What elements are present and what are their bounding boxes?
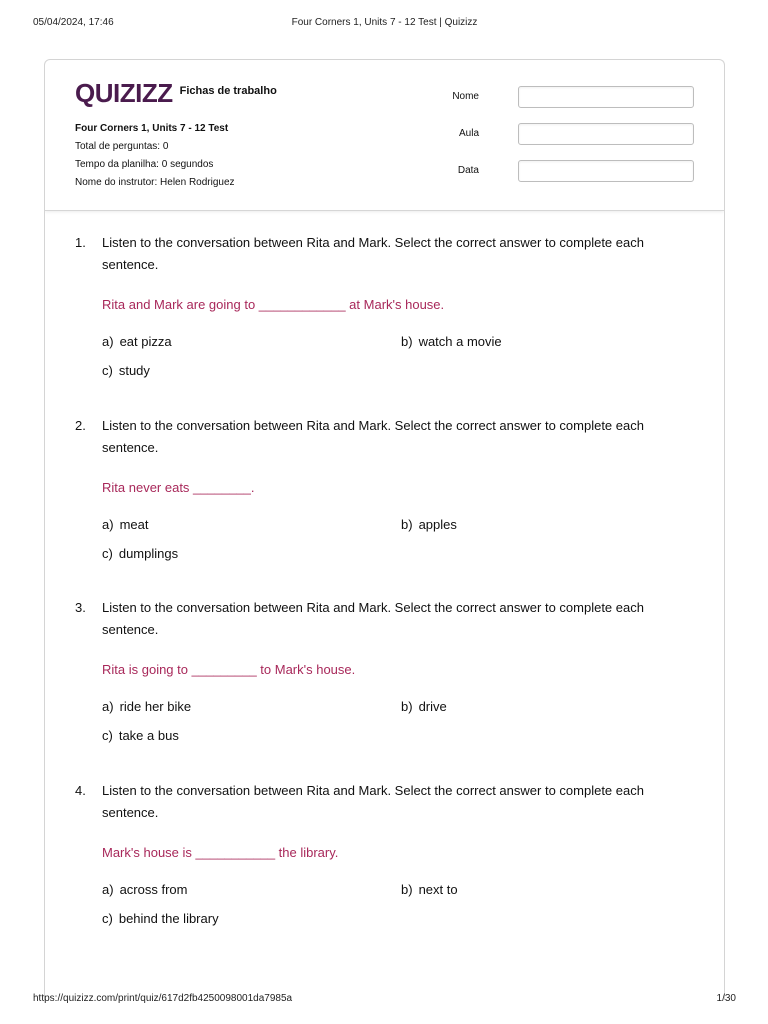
option-a[interactable]: a) meat — [102, 516, 149, 532]
question-prompt: Rita never eats ________. — [102, 479, 255, 495]
question-4 — [75, 780, 694, 963]
option-c[interactable]: c) study — [102, 363, 150, 378]
date-input[interactable] — [518, 160, 694, 182]
question-number: 1. — [75, 235, 86, 250]
print-datetime: 05/04/2024, 17:46 — [33, 17, 114, 28]
name-input[interactable] — [518, 86, 694, 108]
question-text: Listen to the conversation between Rita and Mark. Select the correct answer to complete each sentence. — [102, 235, 644, 272]
question-prompt: Mark's house is ___________ the library. — [102, 844, 339, 860]
question-3 — [75, 597, 694, 780]
brand — [75, 80, 277, 106]
option-b[interactable]: b) apples — [401, 516, 457, 532]
question-prompt: Rita is going to _________ to Mark's house. — [102, 662, 356, 677]
date-label: Data — [457, 165, 479, 176]
class-field-row — [458, 123, 694, 146]
option-a[interactable]: a) across from — [102, 881, 188, 897]
worksheet-header — [45, 60, 724, 211]
option-c[interactable]: c) behind the library — [102, 910, 219, 926]
print-url: https://quizizz.com/print/quiz/617d2fb4250098001da7985a — [33, 993, 293, 1004]
option-b[interactable]: b) watch a movie — [401, 334, 502, 349]
class-label: Aula — [458, 128, 479, 139]
question-text: Listen to the conversation between Rita and Mark. Select the correct answer to complete each sentence. — [102, 782, 644, 820]
total-questions: Total de perguntas: 0 — [75, 141, 169, 152]
worksheet-time: Tempo da planilha: 0 segundos — [75, 159, 214, 170]
print-footer — [33, 993, 736, 1007]
question-1 — [75, 232, 694, 415]
page-number: 1/30 — [716, 993, 736, 1004]
name-label: Nome — [452, 91, 479, 102]
question-2 — [75, 415, 694, 598]
print-header — [33, 17, 736, 31]
instructor-name: Nome do instrutor: Helen Rodriguez — [75, 177, 235, 188]
option-c[interactable]: c) take a bus — [102, 728, 179, 743]
class-input[interactable] — [518, 123, 694, 145]
student-fields — [452, 86, 694, 197]
question-list — [75, 232, 694, 962]
option-a[interactable]: a) ride her bike — [102, 699, 192, 714]
quiz-title: Four Corners 1, Units 7 - 12 Test — [75, 123, 229, 134]
print-page-title: Four Corners 1, Units 7 - 12 Test | Quizizz — [291, 17, 478, 28]
question-number: 2. — [75, 417, 86, 433]
question-number: 4. — [75, 782, 86, 798]
option-b[interactable]: b) drive — [401, 699, 447, 714]
worksheet-subtitle: Fichas de trabalho — [179, 85, 277, 97]
question-text: Listen to the conversation between Rita and Mark. Select the correct answer to complete each sentence. — [102, 417, 644, 455]
option-a[interactable]: a) eat pizza — [102, 334, 172, 349]
question-text: Listen to the conversation between Rita and Mark. Select the correct answer to complete each sentence. — [102, 600, 644, 637]
question-prompt: Rita and Mark are going to ____________ at Mark's house. — [102, 297, 445, 312]
worksheet — [44, 59, 725, 1000]
quiz-meta — [75, 120, 235, 192]
date-field-row — [457, 160, 694, 183]
option-b[interactable]: b) next to — [401, 881, 458, 897]
question-number: 3. — [75, 600, 86, 615]
option-c[interactable]: c) dumplings — [102, 545, 179, 561]
quizizz-logo: QUIZIZZ — [75, 78, 173, 108]
name-field-row — [452, 86, 694, 109]
